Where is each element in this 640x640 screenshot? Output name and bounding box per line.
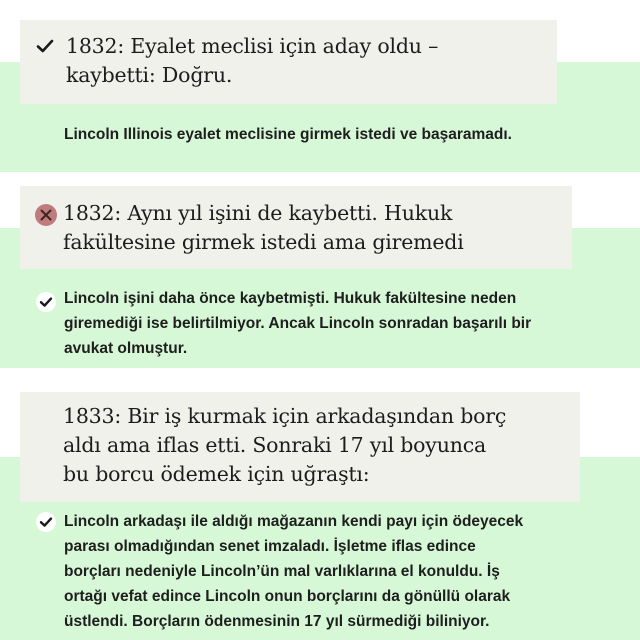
check-icon <box>36 39 54 53</box>
heading-line: kaybetti: Doğru. <box>66 63 233 87</box>
body-line: Lincoln Illinois eyalet meclisine girmek istedi ve başaramadı. <box>64 126 512 143</box>
body-line: avukat olmuştur. <box>64 340 188 357</box>
body-line: giremediği ise belirtilmiyor. Ancak Lincoln sonradan başarılı bir <box>64 315 532 332</box>
body-line: Lincoln işini daha önce kaybetmişti. Hukuk fakültesine neden <box>64 290 517 307</box>
body-line: borçları nedeniyle Lincoln’ün mal varlıklarına el konuldu. İş <box>64 563 500 580</box>
heading-line: bu borcu ödemek için uğraştı: <box>63 462 370 486</box>
heading-text <box>63 402 506 489</box>
heading-card-3 <box>20 392 580 502</box>
heading-line: fakültesine girmek istedi ama giremedi <box>63 230 464 254</box>
cross-icon <box>34 203 58 227</box>
body-line: ortağı vefat edince Lincoln onun borçlarını da gönüllü olarak <box>64 588 511 605</box>
heading-line: 1833: Bir iş kurmak için arkadaşından borç <box>63 404 507 428</box>
heading-card-2 <box>20 186 572 269</box>
check-icon <box>36 292 56 312</box>
heading-card-1 <box>20 20 557 104</box>
body-text-2 <box>64 286 531 361</box>
body-line: Lincoln arkadaşı ile aldığı mağazanın kendi payı için ödeyecek <box>64 513 524 530</box>
check-icon <box>36 512 56 532</box>
body-line: parası olmadığından senet imzaladı. İşletme iflas edince <box>64 538 476 555</box>
heading-line: aldı ama iflas etti. Sonraki 17 yıl boyunca <box>63 433 487 457</box>
heading-text <box>66 32 438 90</box>
heading-line: 1832: Eyalet meclisi için aday oldu – <box>66 34 439 58</box>
body-text-1 <box>64 122 512 147</box>
heading-line: 1832: Aynı yıl işini de kaybetti. Hukuk <box>63 201 453 225</box>
body-line: üstlendi. Borçların ödenmesinin 17 yıl sürmediği biliniyor. <box>64 613 490 630</box>
heading-text <box>63 199 464 257</box>
body-text-3 <box>64 509 523 634</box>
